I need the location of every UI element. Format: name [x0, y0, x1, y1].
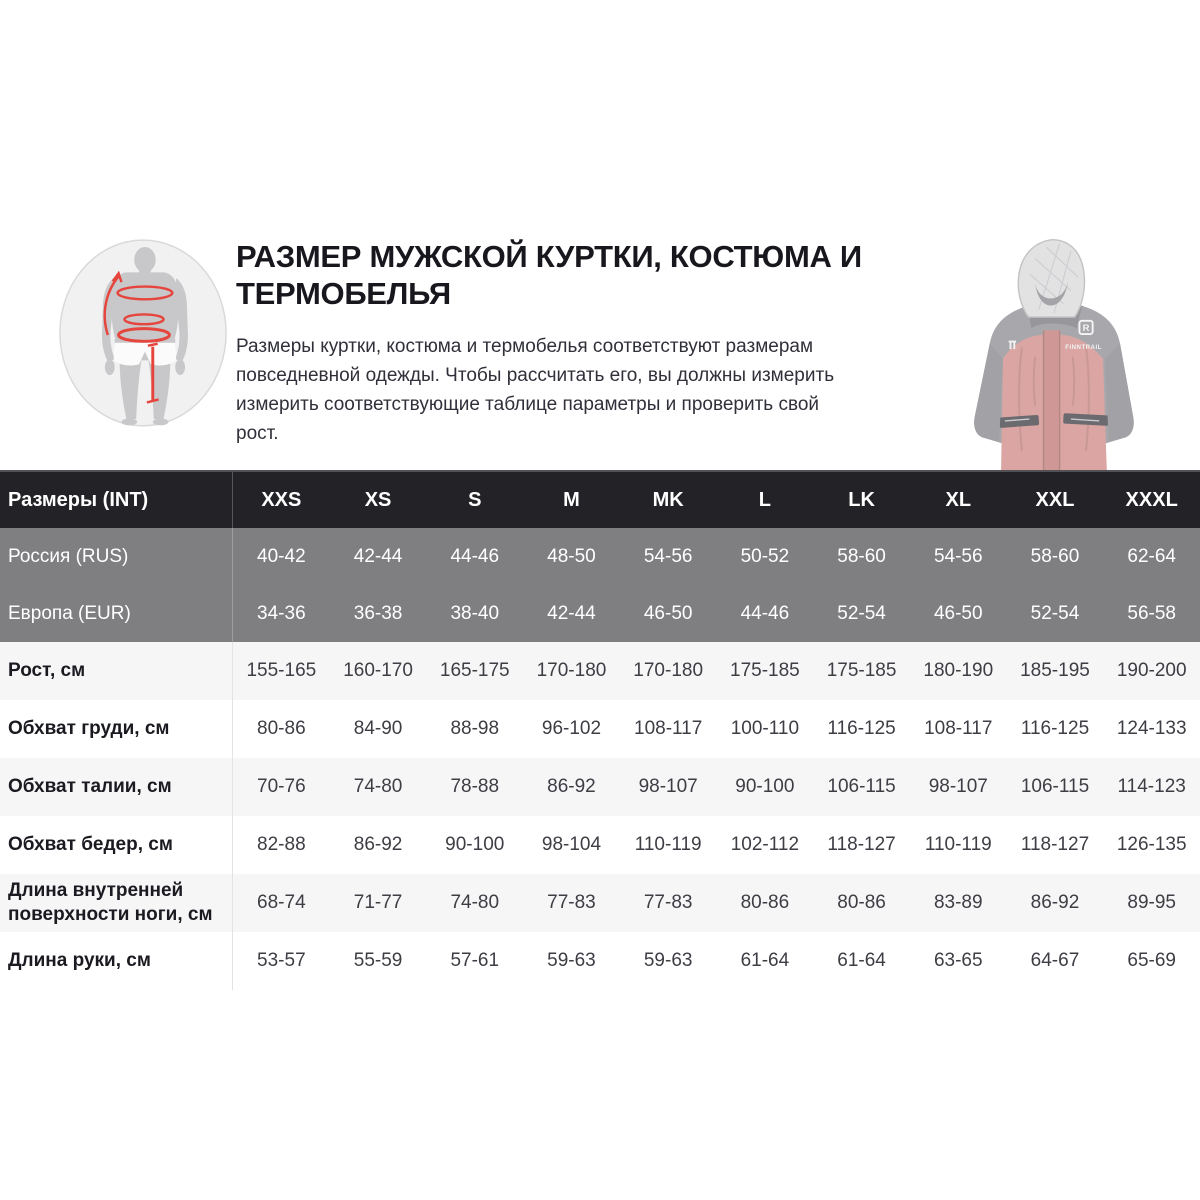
size-table	[0, 470, 1200, 990]
size-cell: 65-69	[1127, 950, 1176, 971]
size-cell: 100-110	[730, 718, 800, 739]
measurement-diagram-svg	[57, 236, 229, 430]
size-cell: 52-54	[837, 602, 886, 624]
size-column-header: S	[468, 488, 482, 511]
size-cell: 46-50	[933, 602, 983, 624]
page-description	[236, 332, 946, 448]
size-cell: 126-135	[1116, 834, 1187, 855]
size-cell: 42-44	[547, 602, 596, 624]
size-cell: 118-127	[827, 834, 896, 855]
size-cell: 110-119	[634, 834, 702, 855]
size-cell: 52-54	[1030, 602, 1080, 624]
size-cell: 170-180	[536, 660, 607, 681]
size-cell: 98-104	[541, 834, 602, 855]
hero-text-block	[236, 238, 946, 448]
row-label: Европа (EUR)	[0, 585, 233, 642]
size-column-header: L	[758, 488, 771, 511]
size-cell: 78-88	[450, 776, 500, 797]
table-row	[0, 585, 1200, 642]
size-cell: 44-46	[450, 545, 500, 567]
size-cell: 38-40	[450, 602, 500, 624]
size-cell: 80-86	[740, 892, 790, 913]
size-cell: 42-44	[353, 545, 403, 567]
size-cell: 108-117	[924, 718, 993, 739]
size-column-header: XL	[945, 488, 972, 511]
size-cell: 98-107	[928, 776, 988, 797]
size-cell: 77-83	[547, 892, 596, 913]
size-cell: 83-89	[933, 892, 983, 913]
size-cell: 108-117	[634, 718, 703, 739]
row-label: Обхват груди, см	[0, 700, 233, 758]
size-cell: 53-57	[257, 950, 306, 971]
size-column-header: MK	[652, 488, 684, 511]
size-cell: 88-98	[450, 718, 500, 739]
body-measurement-diagram-icon	[57, 236, 229, 435]
size-cell: 165-175	[439, 660, 510, 681]
size-cell: 62-64	[1127, 545, 1176, 567]
table-row	[0, 874, 1200, 932]
page-description-line: измерить соответствующие таблице параметры и проверить свой	[236, 394, 820, 415]
size-cell: 74-80	[353, 776, 403, 797]
size-cell: 48-50	[547, 545, 596, 567]
size-cell: 90-100	[445, 834, 505, 855]
row-label: Обхват талии, см	[0, 758, 233, 816]
size-cell: 155-165	[246, 660, 317, 681]
size-cell: 175-185	[730, 660, 800, 681]
size-cell: 124-133	[1116, 718, 1187, 739]
size-cell: 86-92	[547, 776, 596, 797]
size-cell: 80-86	[837, 892, 886, 913]
size-cell: 68-74	[257, 892, 306, 913]
size-column-header: XXL	[1035, 488, 1075, 511]
size-cell: 36-38	[353, 602, 403, 624]
size-cell: 190-200	[1116, 660, 1187, 681]
table-row	[0, 528, 1200, 585]
size-column-header: XXS	[261, 488, 302, 511]
size-cell: 118-127	[1020, 834, 1090, 855]
size-cell: 64-67	[1030, 950, 1080, 971]
size-cell: 57-61	[450, 950, 500, 971]
size-cell: 116-125	[827, 718, 896, 739]
table-header-label: Размеры (INT)	[0, 472, 233, 528]
size-cell: 59-63	[643, 950, 693, 971]
page-title-line: ТЕРМОБЕЛЬЯ	[236, 276, 451, 311]
size-cell: 46-50	[643, 602, 693, 624]
size-column-header: XXXL	[1125, 488, 1178, 511]
table-row	[0, 700, 1200, 758]
size-cell: 180-190	[923, 660, 994, 681]
size-cell: 98-107	[638, 776, 698, 797]
size-cell: 56-58	[1127, 602, 1176, 624]
size-cell: 74-80	[450, 892, 500, 913]
size-cell: 50-52	[740, 545, 790, 567]
size-cell: 44-46	[740, 602, 790, 624]
page-description-line: повседневной одежды. Чтобы рассчитать его, вы должны измерить	[236, 365, 835, 386]
size-cell: 114-123	[1117, 776, 1186, 797]
table-row	[0, 932, 1200, 990]
size-cell: 58-60	[1030, 545, 1080, 567]
size-column-header: XS	[364, 488, 392, 511]
jacket-svg	[942, 234, 1164, 470]
size-cell: 102-112	[730, 834, 800, 855]
size-cell: 89-95	[1127, 892, 1176, 913]
size-cell: 58-60	[837, 545, 886, 567]
page-description-line: рост.	[236, 423, 279, 444]
page-title-line: РАЗМЕР МУЖСКОЙ КУРТКИ, КОСТЮМА И	[236, 239, 862, 274]
page-title	[236, 238, 946, 312]
size-cell: 116-125	[1020, 718, 1090, 739]
size-cell: 80-86	[257, 718, 306, 739]
size-cell: 106-115	[827, 776, 896, 797]
size-cell: 185-195	[1020, 660, 1090, 681]
size-cell: 70-76	[257, 776, 306, 797]
row-label: Длина внутренней поверхности ноги, см	[0, 874, 233, 932]
row-label: Обхват бедер, см	[0, 816, 233, 874]
size-cell: 55-59	[353, 950, 403, 971]
row-label: Рост, см	[0, 642, 233, 700]
size-cell: 86-92	[1030, 892, 1080, 913]
size-cell: 54-56	[643, 545, 693, 567]
size-cell: 86-92	[353, 834, 403, 855]
size-guide-header	[0, 232, 1200, 470]
size-column-header: M	[563, 488, 580, 511]
size-cell: 110-119	[924, 834, 992, 855]
size-cell: 61-64	[837, 950, 886, 971]
page-description-line: Размеры куртки, костюма и термобелья соответствуют размерам	[236, 336, 814, 357]
size-cell: 71-77	[353, 892, 403, 913]
size-cell: 40-42	[257, 545, 306, 567]
size-cell: 54-56	[933, 545, 983, 567]
size-cell: 96-102	[541, 718, 602, 739]
size-column-header: LK	[848, 488, 875, 511]
size-cell: 34-36	[257, 602, 306, 624]
table-header-row	[0, 470, 1200, 528]
size-cell: 61-64	[740, 950, 790, 971]
size-cell: 90-100	[735, 776, 795, 797]
size-cell: 170-180	[633, 660, 704, 681]
size-cell: 160-170	[343, 660, 413, 681]
size-cell: 59-63	[547, 950, 596, 971]
table-row	[0, 758, 1200, 816]
size-cell: 82-88	[257, 834, 306, 855]
svg-text:R: R	[1082, 323, 1090, 335]
size-cell: 77-83	[643, 892, 693, 913]
size-cell: 175-185	[826, 660, 897, 681]
row-label: Россия (RUS)	[0, 528, 233, 585]
table-row	[0, 816, 1200, 874]
size-cell: 84-90	[353, 718, 403, 739]
product-jacket-image	[942, 234, 1164, 470]
size-cell: 106-115	[1020, 776, 1090, 797]
size-cell: 63-65	[933, 950, 983, 971]
row-label: Длина руки, см	[0, 932, 233, 990]
svg-text:FINNTRAIL: FINNTRAIL	[1065, 344, 1102, 352]
table-row	[0, 642, 1200, 700]
